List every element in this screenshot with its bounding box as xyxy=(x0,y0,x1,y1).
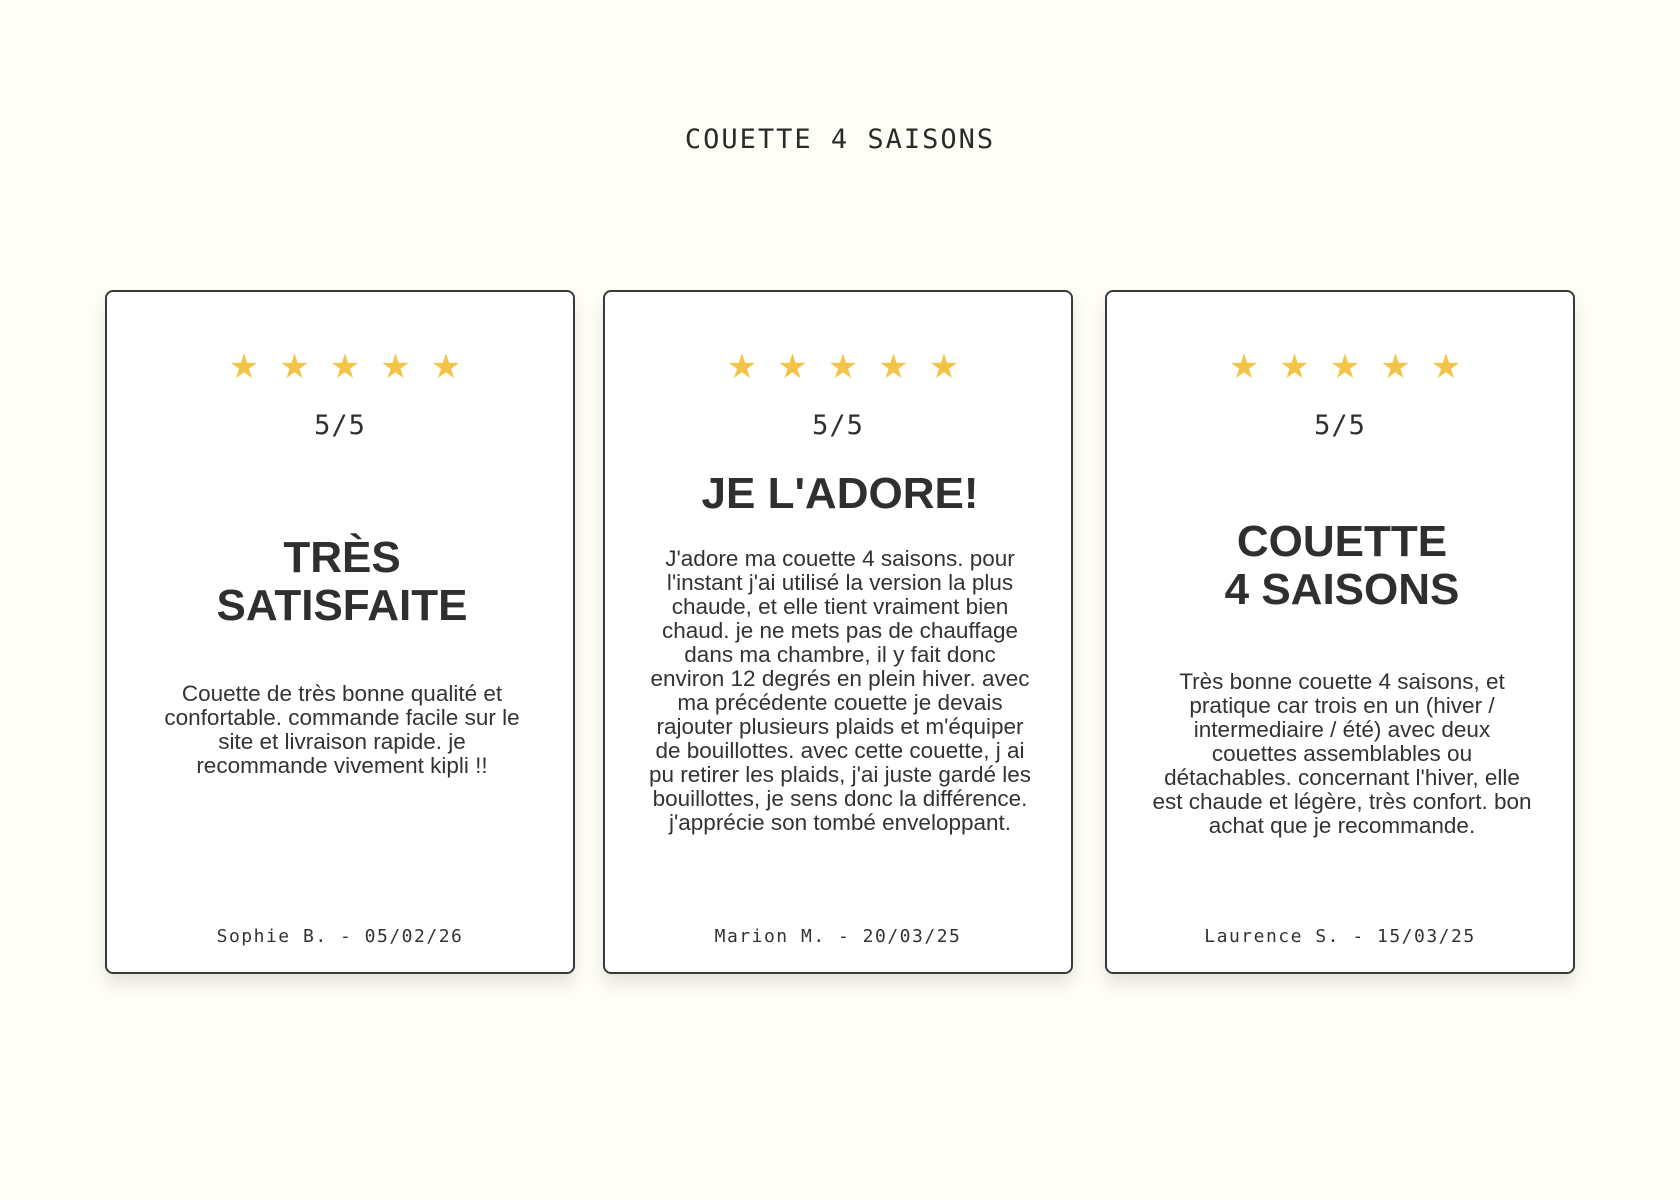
star-rating xyxy=(107,347,573,387)
rating-score: 5/5 xyxy=(314,410,366,441)
star-icon: ★ xyxy=(827,347,869,387)
star-icon: ★ xyxy=(380,347,421,387)
rating-score: 5/5 xyxy=(812,410,864,441)
review-author: Laurence S. - 15/03/25 xyxy=(1204,926,1476,947)
review-card xyxy=(603,290,1073,974)
page-title: COUETTE 4 SAISONS xyxy=(684,124,996,155)
review-headline xyxy=(1137,518,1547,614)
star-rating xyxy=(605,347,1071,387)
star-icon: ★ xyxy=(329,347,371,387)
star-icon: ★ xyxy=(1228,347,1270,387)
star-rating xyxy=(1107,347,1573,387)
star-icon: ★ xyxy=(279,347,320,387)
star-icon: ★ xyxy=(430,347,472,387)
star-icon: ★ xyxy=(726,347,768,387)
star-icon: ★ xyxy=(1279,347,1320,387)
star-icon: ★ xyxy=(777,347,818,387)
review-card xyxy=(1105,290,1575,974)
review-author: Marion M. - 20/03/25 xyxy=(714,926,962,947)
star-icon: ★ xyxy=(1430,347,1472,387)
review-headline xyxy=(137,534,547,630)
review-headline-line: 4 SAISONS xyxy=(1224,565,1460,614)
review-headline-line: JE L'ADORE! xyxy=(701,469,979,518)
review-body: Très bonne couette 4 saisons, et pratique car trois en un (hiver / intermediaire / été) avec deux couettes assemblables ou détachables. concernant l'hiver, elle est chaude et légère, très confort. bon achat que je recommande. xyxy=(1152,669,1532,838)
star-icon: ★ xyxy=(1329,347,1371,387)
review-headline-line: TRÈS xyxy=(283,533,401,582)
review-headline-line: SATISFAITE xyxy=(216,581,468,630)
review-card xyxy=(105,290,575,974)
review-headline-line: COUETTE xyxy=(1236,517,1448,566)
review-headline xyxy=(635,470,1045,518)
rating-score: 5/5 xyxy=(1314,410,1366,441)
star-icon: ★ xyxy=(228,347,270,387)
review-body: Couette de très bonne qualité et confortable. commande facile sur le site et livraison rapide. je recommande vivement kipli !! xyxy=(164,681,520,778)
review-author: Sophie B. - 05/02/26 xyxy=(216,926,464,947)
star-icon: ★ xyxy=(1380,347,1421,387)
star-icon: ★ xyxy=(928,347,970,387)
review-body: J'adore ma couette 4 saisons. pour l'instant j'ai utilisé la version la plus chaude, et elle tient vraiment bien chaud. je ne mets pas de chauffage dans ma chambre, il y fait donc environ 12 degrés en plein hiver. avec ma précédente couette je devais rajouter plusieurs plaids et m'équiper de bouillottes. avec cette couette, j ai pu retirer les plaids, j'ai juste gardé les bouillottes, je sens donc la différence. j'apprécie son tombé enveloppant. xyxy=(649,546,1031,835)
star-icon: ★ xyxy=(878,347,919,387)
